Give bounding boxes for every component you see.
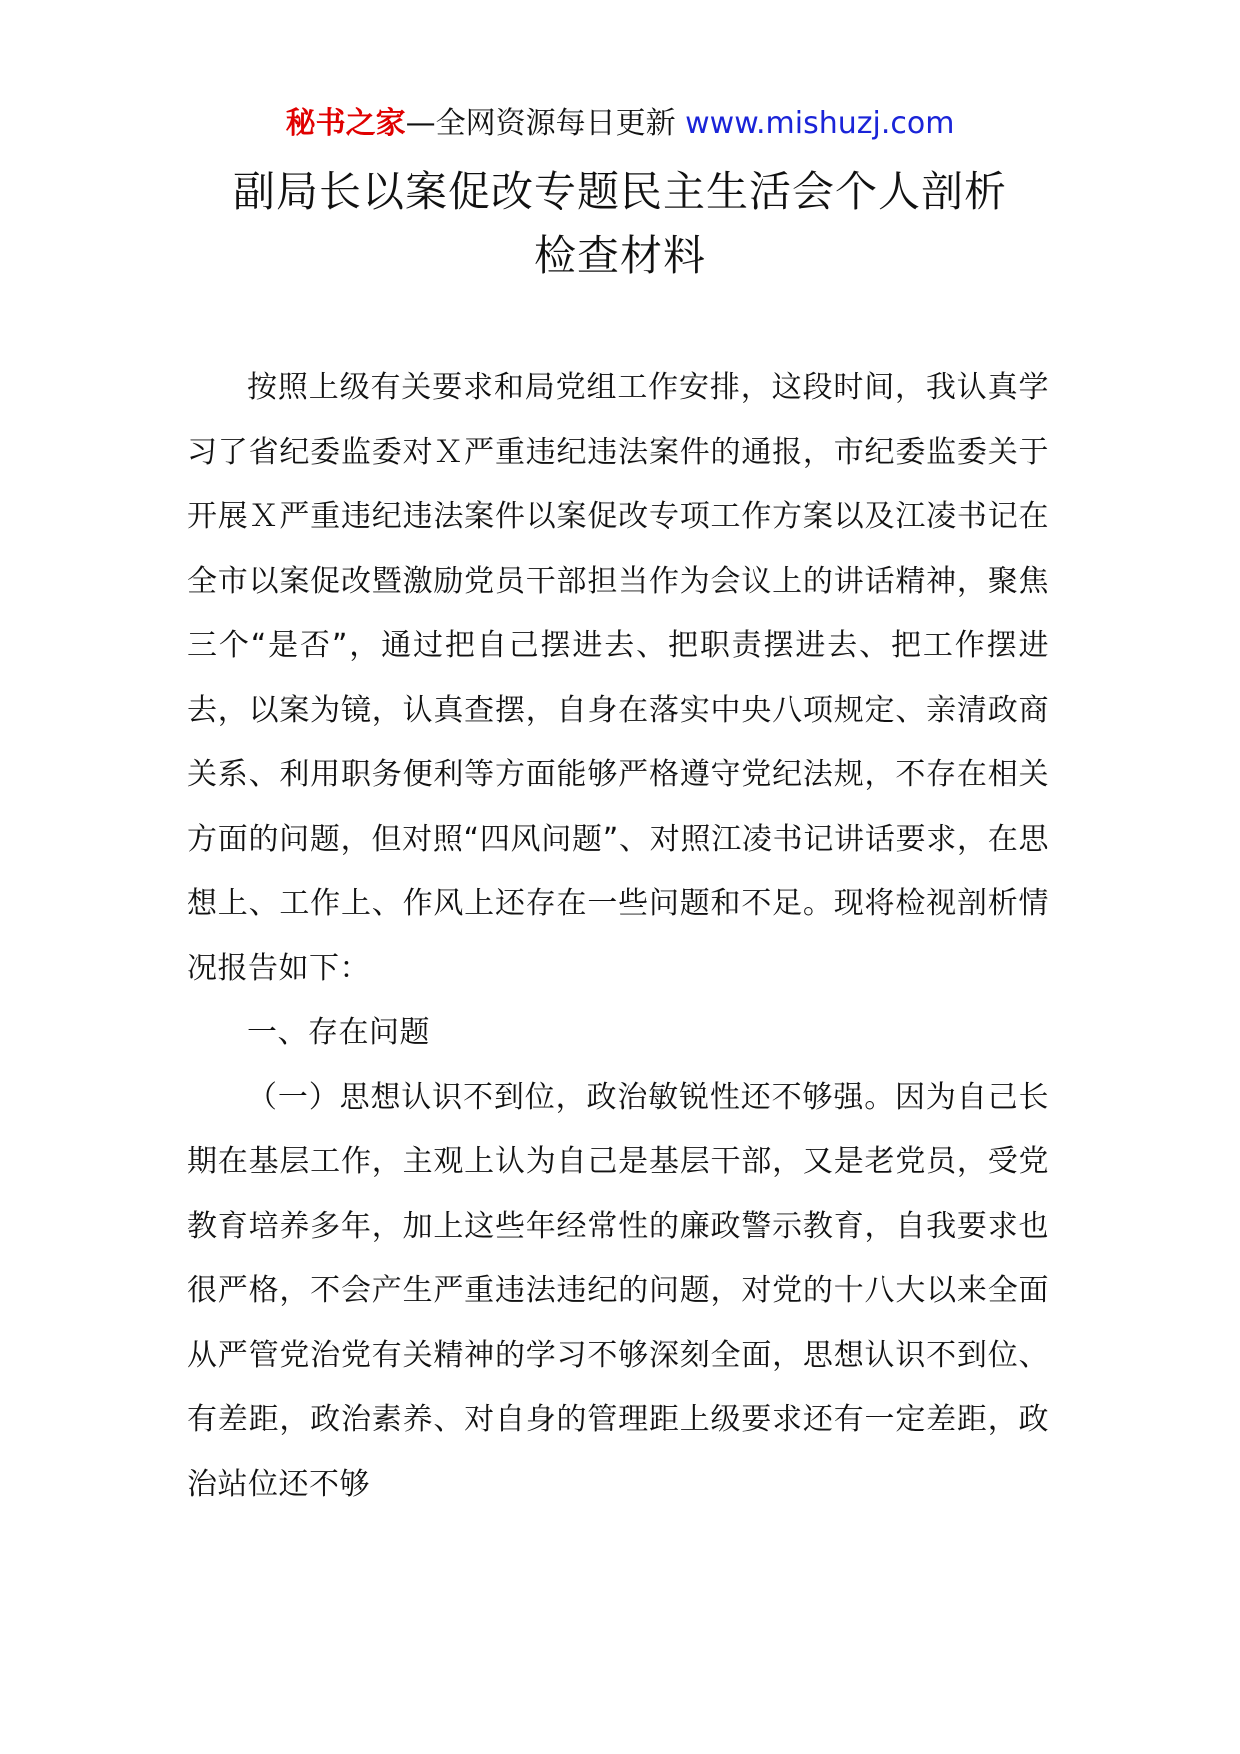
paragraph-intro: 按照上级有关要求和局党组工作安排，这段时间，我认真学习了省纪委监委对Ｘ严重违纪违法案件的通报，市纪委监委关于开展Ｘ严重违纪违法案件以案促改专项工作方案以及江凌书记在全市以案促改暨激励党员干部担当作为会议上的讲话精神，聚焦三个“是否”，通过把自己摆进去、把职责摆进去、把工作摆进去，以案为镜，认真查摆，自身在落实中央八项规定、亲清政商关系、利用职务便利等方面能够严格遵守党纪法规，不存在相关方面的问题，但对照“四风问题”、对照江凌书记讲话要求，在思想上、工作上、作风上还存在一些问题和不足。现将检视剖析情况报告如下： xyxy=(187,370,1049,986)
section-heading-problems: 一、存在问题 xyxy=(247,1015,430,1050)
document-title-line-1: 副局长以案促改专题民主生活会个人剖析 xyxy=(232,167,1007,216)
document-title-line-2: 检查材料 xyxy=(533,231,706,280)
site-url-link[interactable]: www.mishuzj.com xyxy=(685,106,955,141)
header-slogan: —全网资源每日更新 xyxy=(405,106,686,141)
document-body xyxy=(187,356,1049,1517)
site-header xyxy=(0,104,1240,144)
paragraph-problem-1: （一）思想认识不到位，政治敏锐性还不够强。因为自己长期在基层工作，主观上认为自己是基层干部，又是老党员，受党教育培养多年，加上这些年经常性的廉政警示教育，自我要求也很严格，不会产生严重违法违纪的问题，对党的十八大以来全面从严管党治党有关精神的学习不够深刻全面，思想认识不到位、有差距，政治素养、对自身的管理距上级要求还有一定差距，政治站位还不够 xyxy=(187,1079,1049,1502)
brand-name: 秘书之家 xyxy=(285,106,406,141)
document-title xyxy=(150,160,1090,288)
